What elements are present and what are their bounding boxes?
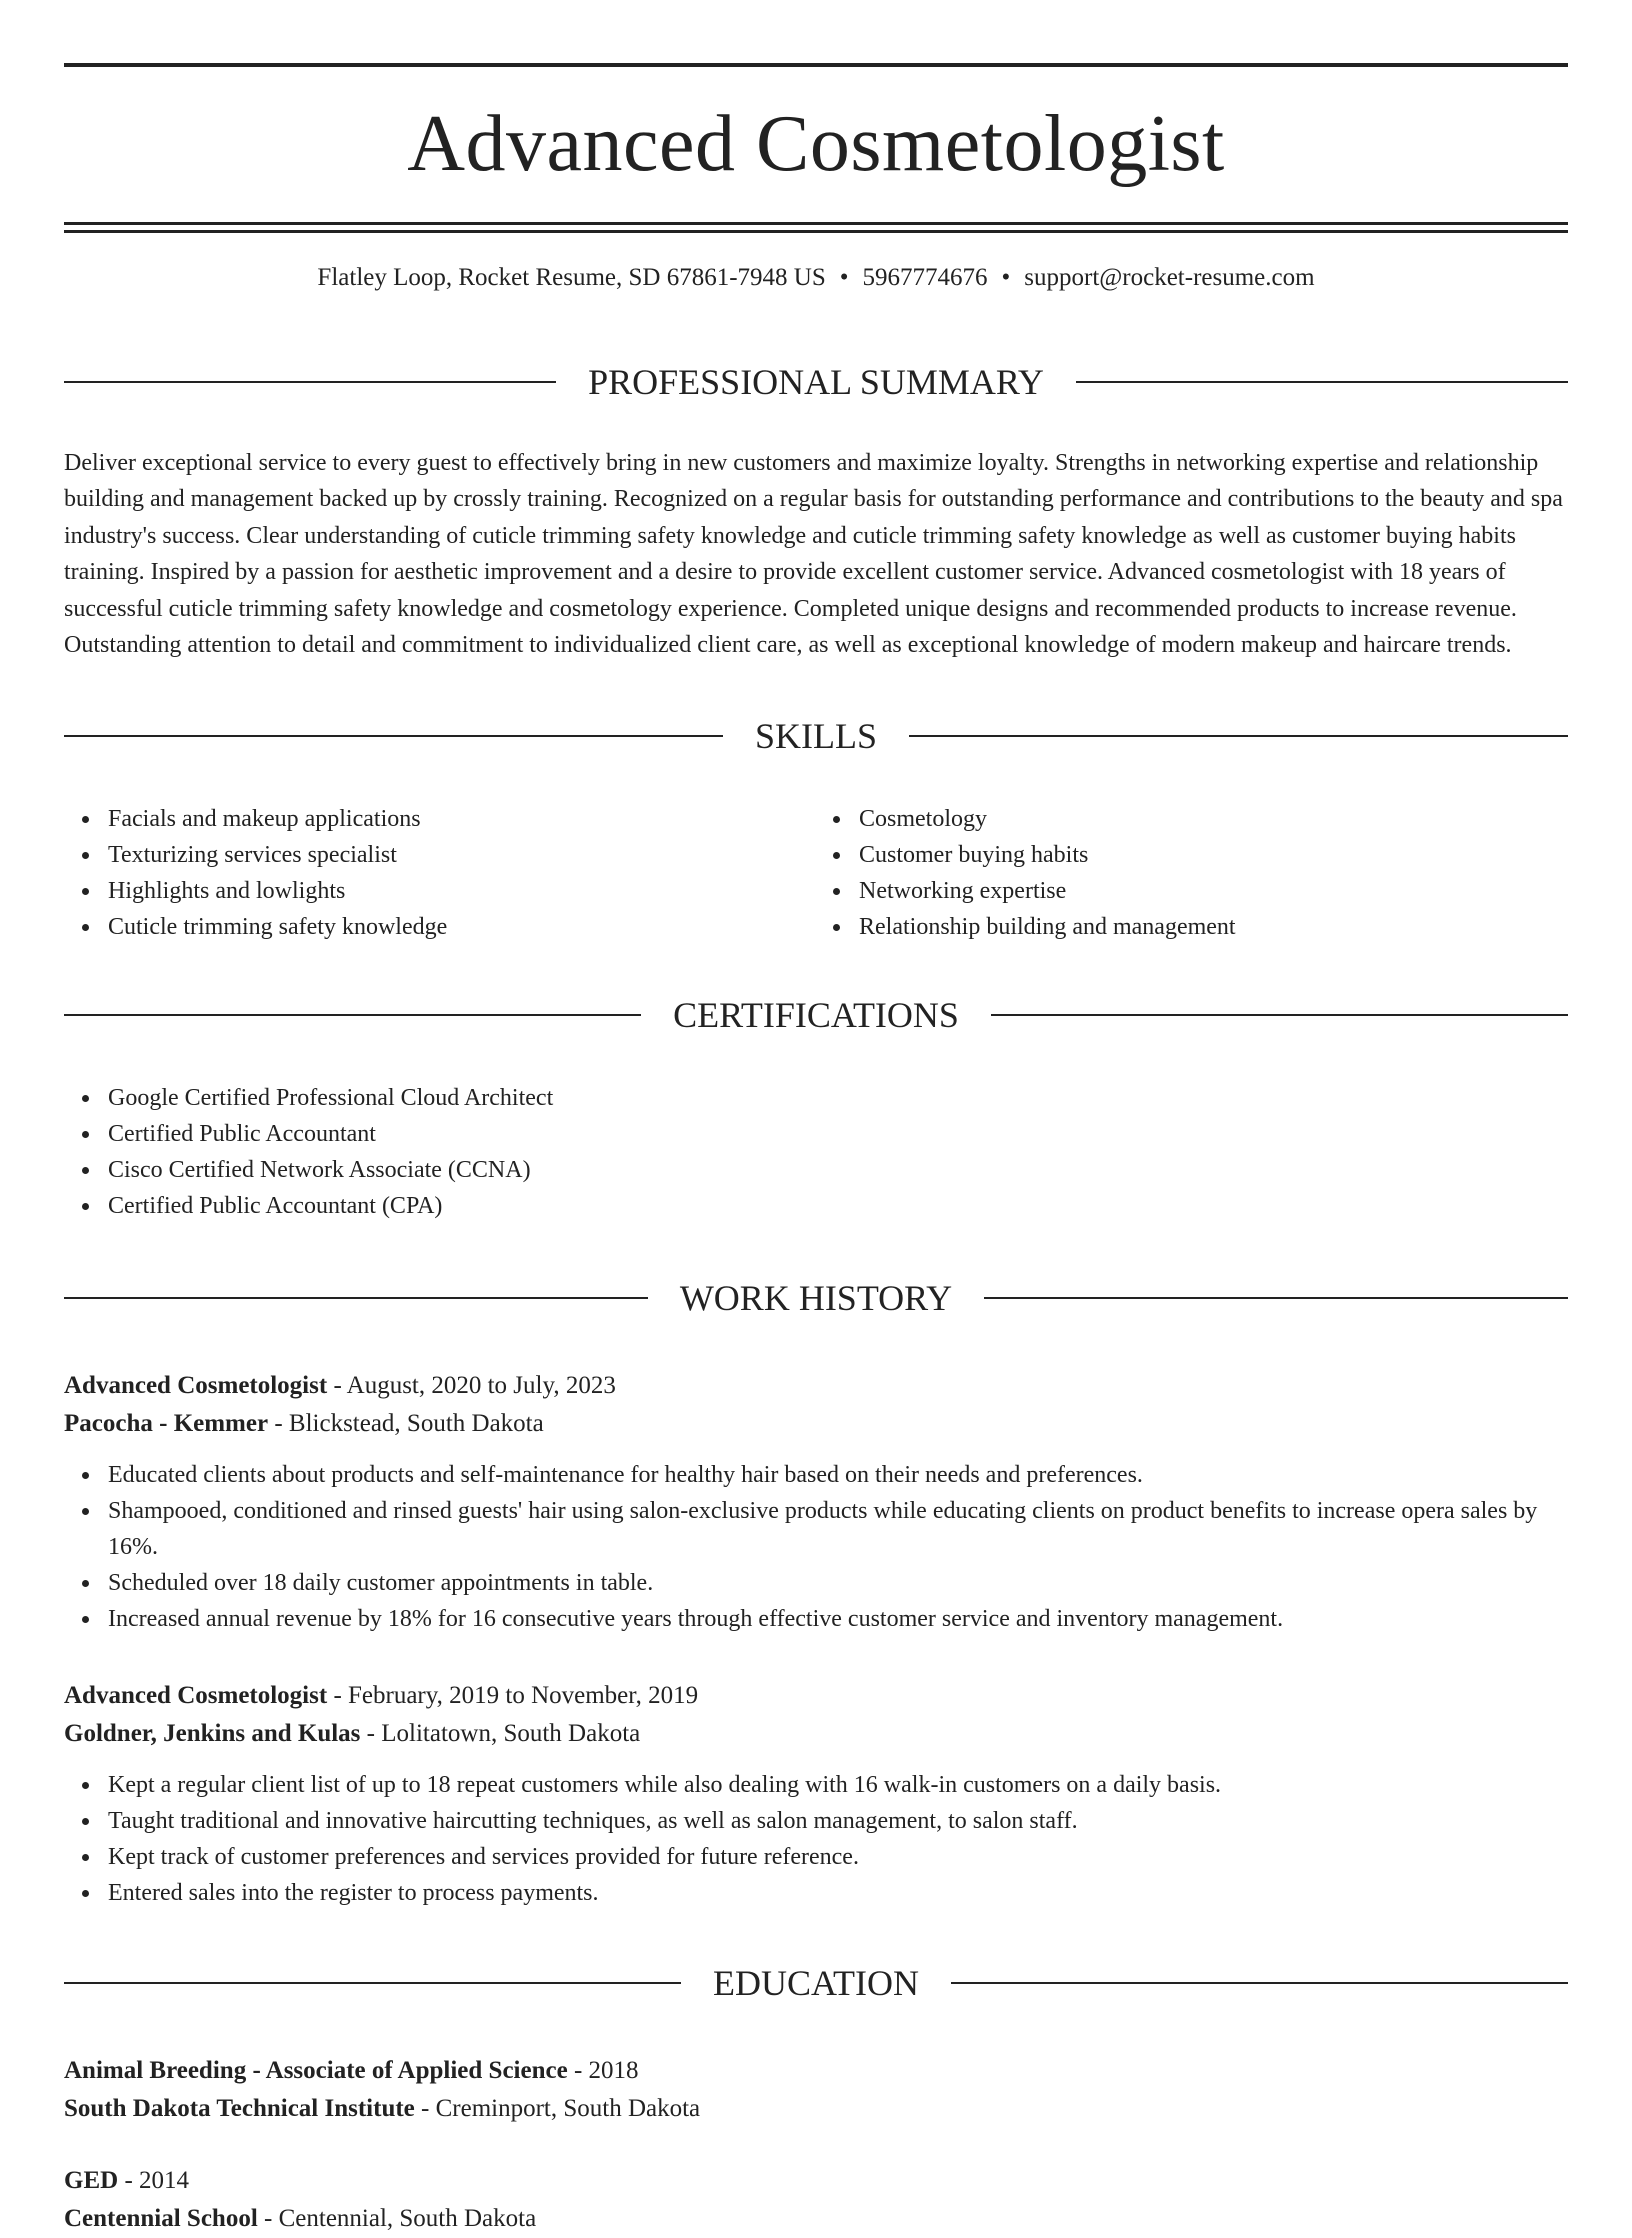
certification-item: Google Certified Professional Cloud Architect	[108, 1080, 1568, 1116]
summary-text: Deliver exceptional service to every guest to effectively bring in new customers and maximize loyalty. Strengths in networking expertise and relationship building and management backed up by crossly training. Recognized on a regular basis for outstanding performance and contributions to the beauty and spa industry's success. Clear understanding of cuticle trimming safety knowledge and cuticle trimming safety knowledge as well as customer buying habits training. Inspired by a passion for aesthetic improvement and a desire to provide excellent customer service. Advanced cosmetologist with 18 years of successful cuticle trimming safety knowledge and cosmetology experience. Completed unique designs and recommended products to increase revenue. Outstanding attention to detail and commitment to individualized client care, as well as exceptional knowledge of modern makeup and haircare trends.	[64, 449, 1563, 659]
skill-item: Texturizing services specialist	[108, 837, 817, 873]
job-company: Goldner, Jenkins and Kulas	[64, 1720, 361, 1747]
job-bullet: Entered sales into the register to process payments.	[108, 1875, 1568, 1911]
job-bullet: Scheduled over 18 daily customer appointments in table.	[108, 1565, 1568, 1601]
education-degree: Animal Breeding - Associate of Applied Science	[64, 2056, 568, 2084]
skill-item: Cosmetology	[859, 801, 1568, 837]
skill-item: Cuticle trimming safety knowledge	[108, 909, 817, 945]
summary-section-header	[64, 330, 1568, 434]
education-degree-line	[64, 2162, 1568, 2200]
skill-item: Networking expertise	[859, 873, 1568, 909]
certification-item: Cisco Certified Network Associate (CCNA)	[108, 1152, 1568, 1188]
section-divider	[991, 1014, 1568, 1016]
skill-item: Customer buying habits	[859, 837, 1568, 873]
education-entry	[64, 2052, 1568, 2128]
job-title: Advanced Cosmetologist	[64, 1682, 328, 1709]
top-rule	[64, 63, 1568, 67]
job-location: - Blickstead, South Dakota	[268, 1410, 544, 1437]
contact-separator: •	[1001, 264, 1011, 291]
resume-page	[0, 63, 1632, 2232]
job-location: - Lolitatown, South Dakota	[360, 1720, 641, 1747]
skills-column-right	[817, 801, 1568, 945]
contact-phone: 5967774676	[862, 264, 988, 291]
job-bullet: Shampooed, conditioned and rinsed guests' hair using salon-exclusive products while educating clients on product benefits to increase opera sales by 16%.	[108, 1493, 1568, 1565]
section-divider	[64, 381, 556, 383]
summary-section-title: PROFESSIONAL SUMMARY	[588, 361, 1044, 402]
certifications-section-title: CERTIFICATIONS	[673, 995, 959, 1036]
skills-list	[64, 801, 1568, 945]
skills-section-title: SKILLS	[755, 715, 878, 756]
job-bullets	[64, 1767, 1568, 1911]
education-school-line	[64, 2200, 1568, 2238]
section-divider	[64, 1982, 681, 1984]
job-bullet: Educated clients about products and self-maintenance for healthy hair based on their needs and preferences.	[108, 1457, 1568, 1493]
section-divider	[64, 735, 723, 737]
job-entry	[64, 1367, 1568, 1637]
section-divider	[951, 1982, 1568, 1984]
job-bullet: Increased annual revenue by 18% for 16 consecutive years through effective customer service and inventory management.	[108, 1601, 1568, 1637]
education-school-line	[64, 2090, 1568, 2128]
resume-name: Advanced Cosmetologist	[407, 100, 1225, 188]
contact-line	[64, 261, 1568, 295]
certification-item: Certified Public Accountant (CPA)	[108, 1188, 1568, 1224]
education-year: - 2014	[118, 2166, 190, 2194]
contact-separator: •	[839, 264, 849, 291]
education-year: - 2018	[567, 2056, 639, 2084]
contact-address: Flatley Loop, Rocket Resume, SD 67861-7948 US	[317, 264, 826, 291]
skill-item: Facials and makeup applications	[108, 801, 817, 837]
job-dates: - February, 2019 to November, 2019	[327, 1682, 699, 1709]
job-bullet: Taught traditional and innovative haircutting techniques, as well as salon management, to salon staff.	[108, 1803, 1568, 1839]
job-company: Pacocha - Kemmer	[64, 1410, 269, 1437]
certifications-list	[64, 1080, 1568, 1224]
education-location: - Centennial, South Dakota	[257, 2204, 537, 2232]
skills-column-left	[64, 801, 817, 945]
section-divider	[64, 1014, 641, 1016]
education-degree-line	[64, 2052, 1568, 2090]
education-school: South Dakota Technical Institute	[64, 2094, 415, 2122]
section-divider	[909, 735, 1568, 737]
job-title-line	[64, 1367, 1568, 1405]
job-bullets	[64, 1457, 1568, 1637]
education-school: Centennial School	[64, 2204, 258, 2232]
job-company-line	[64, 1405, 1568, 1443]
education-location: - Creminport, South Dakota	[414, 2094, 701, 2122]
job-title-line	[64, 1677, 1568, 1715]
education-section-title: EDUCATION	[713, 1962, 919, 2003]
education-degree: GED	[64, 2166, 119, 2194]
job-title: Advanced Cosmetologist	[64, 1372, 328, 1399]
work-section-header	[64, 1246, 1568, 1350]
job-bullet: Kept track of customer preferences and services provided for future reference.	[108, 1839, 1568, 1875]
section-divider	[984, 1297, 1568, 1299]
skills-section-header	[64, 684, 1568, 788]
double-rule	[64, 222, 1568, 225]
certifications-section-header	[64, 964, 1568, 1068]
job-company-line	[64, 1715, 1568, 1753]
education-section-header	[64, 1931, 1568, 2035]
skill-item: Relationship building and management	[859, 909, 1568, 945]
job-dates: - August, 2020 to July, 2023	[327, 1372, 616, 1399]
job-bullet: Kept a regular client list of up to 18 repeat customers while also dealing with 16 walk-in customers on a daily basis.	[108, 1767, 1568, 1803]
skill-item: Highlights and lowlights	[108, 873, 817, 909]
certification-item: Certified Public Accountant	[108, 1116, 1568, 1152]
education-entry	[64, 2162, 1568, 2238]
section-divider	[64, 1297, 648, 1299]
work-section-title: WORK HISTORY	[679, 1278, 953, 1319]
job-entry	[64, 1677, 1568, 1911]
section-divider	[1076, 381, 1568, 383]
contact-email: support@rocket-resume.com	[1024, 264, 1315, 291]
